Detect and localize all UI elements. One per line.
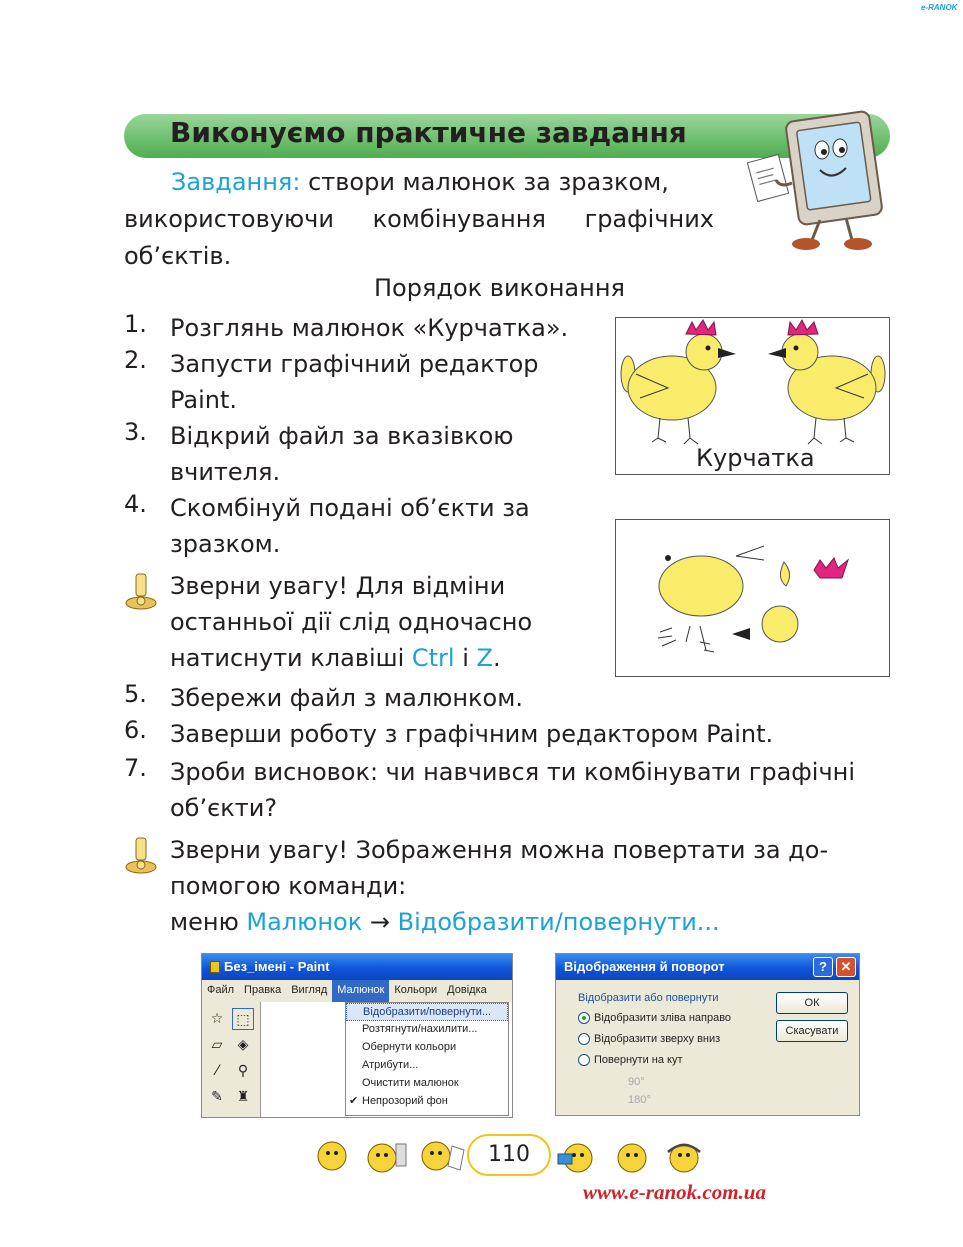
free-select-icon[interactable]: ☆ — [210, 1011, 224, 1027]
key-ctrl: Ctrl — [411, 644, 455, 672]
menu-image[interactable]: Малюнок — [332, 980, 389, 1002]
close-icon[interactable]: ✕ — [836, 957, 856, 977]
menu-item-stretch-skew[interactable]: Розтягнути/нахилити... — [362, 1023, 478, 1035]
rect-select-icon[interactable]: ⬚ — [232, 1008, 254, 1030]
page-number: 110 — [467, 1134, 551, 1176]
step-number: 3. — [124, 418, 147, 446]
menu-item-draw-opaque[interactable]: ✔ Непрозорий фон — [349, 1095, 448, 1107]
step-text: Заверши роботу з графічним редактором Paint. — [170, 720, 774, 748]
attention-icon — [124, 834, 158, 874]
task-text-rest: використовуючи комбінування графічних об’єктів. — [124, 205, 714, 270]
footer-mascots-left — [310, 1136, 470, 1178]
menu-name: Малюнок — [246, 908, 363, 936]
option-flip-vertical-label: Відобразити зверху вниз — [594, 1033, 721, 1045]
angle-180-label: 180° — [628, 1094, 651, 1106]
step-number: 4. — [124, 490, 147, 518]
angle-90-label: 90° — [628, 1076, 645, 1088]
procedure-title: Порядок виконання — [374, 274, 625, 302]
step-text: Збережи файл з малюнком. — [170, 684, 523, 712]
radio-flip-vertical[interactable] — [578, 1033, 590, 1045]
help-icon[interactable]: ? — [813, 957, 833, 977]
color-picker-icon[interactable]: ⁄ — [215, 1063, 219, 1079]
paint-app-icon — [210, 961, 220, 973]
footer-mascots-right — [556, 1136, 706, 1178]
brush-icon[interactable]: ♜ — [236, 1089, 250, 1105]
menu-item-flip-rotate[interactable]: Відобразити/повернути... — [346, 1003, 508, 1021]
figure-caption: Курчатка — [696, 444, 815, 472]
cancel-button[interactable]: Скасувати — [776, 1020, 848, 1042]
image-menu-dropdown — [345, 1002, 509, 1116]
dialog-title: Відображення й поворот — [564, 959, 725, 974]
step-text: зразком. — [170, 530, 281, 558]
step-number: 1. — [124, 310, 147, 338]
note2-line2: помогою команди: — [170, 872, 407, 900]
arrow-icon: → — [369, 908, 390, 936]
step-number: 7. — [124, 754, 147, 782]
checkmark-icon: ✔ — [349, 1095, 359, 1107]
step-number: 6. — [124, 716, 147, 744]
note1-line1: Зверни увагу! Для відміни — [170, 572, 506, 600]
paint-titlebar — [202, 954, 512, 980]
ok-button[interactable]: ОК — [776, 992, 848, 1014]
command-name: Відобразити/повернути... — [397, 908, 720, 936]
step-text: Зроби висновок: чи навчився ти комбінувати графічні — [170, 758, 856, 786]
eraser-icon[interactable]: ▱ — [211, 1037, 223, 1053]
menu-edit[interactable]: Правка — [244, 984, 282, 996]
magnifier-icon[interactable]: ⚲ — [237, 1063, 249, 1079]
publisher-url[interactable]: www.e-ranok.com.ua — [583, 1180, 766, 1204]
note1-line3: натиснути клавіші Ctrl і Z. — [170, 644, 501, 672]
menu-help[interactable]: Довідка — [447, 984, 487, 996]
dialog-titlebar — [556, 954, 859, 980]
task-paragraph — [124, 164, 714, 275]
step-text: Відкрий файл за вказівкою — [170, 422, 514, 450]
chicks-sample-figure — [615, 317, 890, 475]
paint-window-screenshot — [201, 953, 513, 1118]
dialog-group-label: Відобразити або повернути — [578, 992, 719, 1004]
step-text: об’єкти? — [170, 794, 278, 822]
paint-toolbox — [202, 1002, 258, 1117]
menu-colors[interactable]: Кольори — [394, 984, 438, 996]
step-number: 5. — [124, 680, 147, 708]
task-text-first: створи малюнок за зразком, — [300, 168, 669, 196]
task-label: Завдання: — [171, 168, 301, 196]
step-text: Запусти графічний редактор — [170, 350, 539, 378]
attention-icon — [124, 570, 158, 610]
step-text: Розглянь малюнок «Курчатка». — [170, 314, 569, 342]
radio-rotate-angle[interactable] — [578, 1054, 590, 1066]
menu-item-invert-colors[interactable]: Обернути кольори — [362, 1041, 457, 1053]
pencil-icon[interactable]: ✎ — [211, 1089, 223, 1105]
fill-bucket-icon[interactable]: ◈ — [237, 1037, 249, 1053]
menu-item-attributes[interactable]: Атрибути... — [362, 1059, 419, 1071]
dialog-body — [556, 980, 859, 1115]
menu-view[interactable]: Вигляд — [291, 984, 328, 996]
flip-rotate-dialog-screenshot — [555, 953, 860, 1116]
chick-parts-figure — [615, 519, 890, 677]
option-rotate-label: Повернути на кут — [594, 1054, 683, 1066]
step-text: Paint. — [170, 386, 238, 414]
note2-line1: Зверни увагу! Зображення можна повертати за до- — [170, 836, 829, 864]
menu-file[interactable]: Файл — [207, 984, 235, 996]
chick-parts-illustration — [616, 520, 889, 676]
publisher-logo: e-RANOK — [921, 3, 958, 12]
paint-menu-bar — [202, 980, 512, 1002]
step-number: 2. — [124, 346, 147, 374]
note1-line2: останньої дії слід одночасно — [170, 608, 533, 636]
paint-window-title: Без_імені - Paint — [224, 959, 330, 974]
radio-flip-horizontal[interactable] — [578, 1012, 590, 1024]
tablet-mascot-illustration — [740, 108, 890, 258]
key-z: Z — [476, 644, 493, 672]
step-text: Скомбінуй подані об’єкти за — [170, 494, 530, 522]
section-title: Виконуємо практичне завдання — [170, 116, 687, 149]
step-text: вчителя. — [170, 458, 281, 486]
option-flip-horizontal-label: Відобразити зліва направо — [594, 1012, 732, 1024]
menu-item-clear-image[interactable]: Очистити малюнок — [362, 1077, 459, 1089]
note2-command: меню Малюнок → Відобразити/повернути... — [170, 908, 720, 936]
